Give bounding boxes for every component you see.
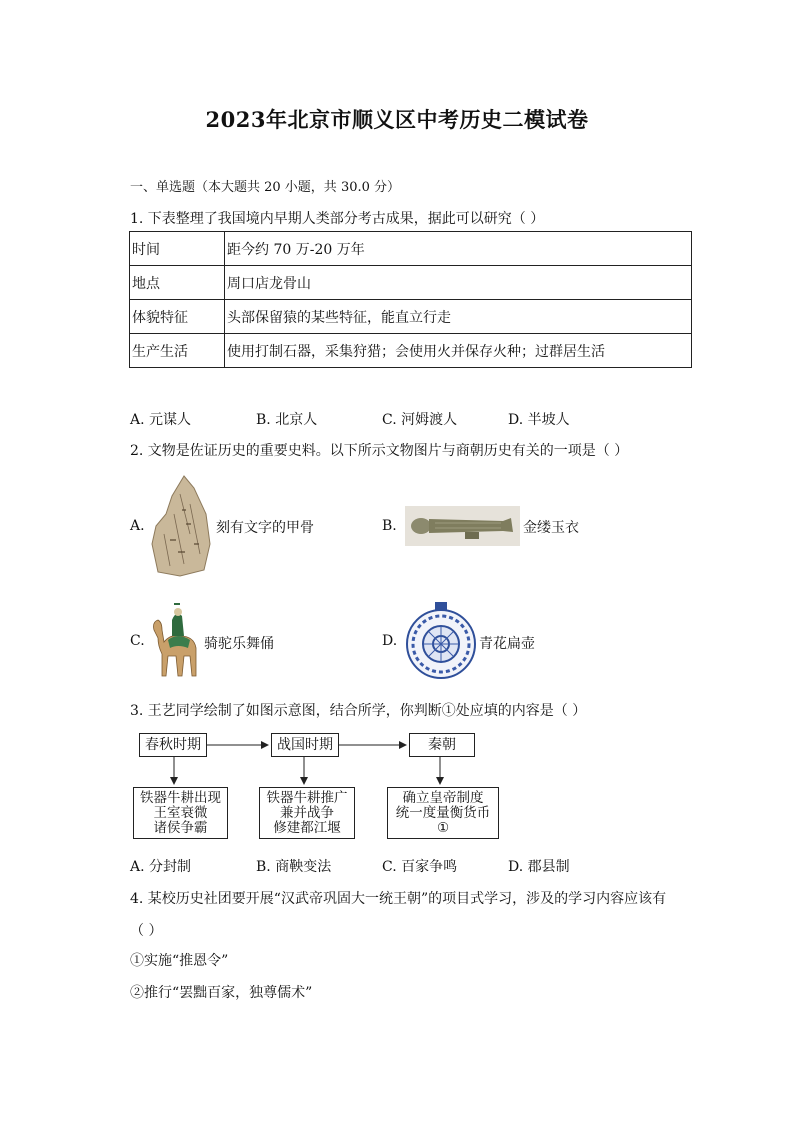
detail-box-warring-states: [259, 787, 355, 839]
period-box-spring-autumn: 春秋时期: [139, 733, 207, 757]
option-c[interactable]: C. 百家争鸣: [382, 859, 458, 875]
option-c-caption: 骑驼乐舞俑: [204, 636, 274, 652]
q4-stem: 4. 某校历史社团要开展“汉武帝巩固大一统王朝”的项目式学习，涉及的学习内容应该有: [130, 891, 667, 907]
option-d[interactable]: D. 半坡人: [508, 412, 570, 428]
table-cell: 使用打制石器，采集狩猎；会使用火并保存火种；过群居生活: [225, 334, 692, 368]
option-a-letter[interactable]: A.: [130, 518, 145, 534]
option-d-caption: 青花扁壶: [479, 636, 535, 652]
period-box-warring-states: 战国时期: [271, 733, 339, 757]
q4-answer-paren: （ ）: [130, 923, 163, 939]
detail-line: 修建都江堰: [273, 820, 341, 836]
table-cell: 时间: [130, 232, 225, 266]
detail-line: 铁器牛耕推广: [266, 790, 348, 806]
table-cell: 周口店龙骨山: [225, 266, 692, 300]
table-cell: 头部保留猿的某些特征，能直立行走: [225, 300, 692, 334]
option-c[interactable]: C. 河姆渡人: [382, 412, 458, 428]
option-a[interactable]: A. 元谋人: [130, 412, 192, 428]
option-a[interactable]: A. 分封制: [130, 859, 192, 875]
detail-line: 铁器牛耕出现: [140, 790, 221, 806]
option-b-caption: 金缕玉衣: [523, 520, 579, 536]
detail-line: 确立皇帝制度: [402, 790, 484, 806]
q4-item-1: ①实施“推恩令”: [130, 953, 229, 969]
q1-stem: 1. 下表整理了我国境内早期人类部分考古成果，据此可以研究（ ）: [130, 211, 545, 227]
q4-item-2: ②推行“罢黜百家，独尊儒术”: [130, 985, 313, 1001]
period-box-qin: 秦朝: [409, 733, 475, 757]
q2-stem: 2. 文物是佐证历史的重要史料。以下所示文物图片与商朝历史有关的一项是（ ）: [130, 443, 629, 459]
detail-line: 王室衰微: [153, 805, 208, 821]
table-cell: 生产生活: [130, 334, 225, 368]
detail-line: 诸侯争霸: [153, 820, 208, 836]
page-title: 2023年北京市顺义区中考历史二模试卷: [205, 107, 589, 132]
table-cell: 地点: [130, 266, 225, 300]
detail-box-spring-autumn: [133, 787, 228, 839]
section-heading: 一、单选题（本大题共 20 小题，共 30.0 分）: [130, 180, 401, 195]
option-b[interactable]: B. 商鞅变法: [256, 859, 332, 875]
detail-line: 统一度量衡货币: [395, 805, 491, 821]
table-cell: 距今约 70 万-20 万年: [225, 232, 692, 266]
option-b-letter[interactable]: B.: [382, 518, 397, 534]
option-d-letter[interactable]: D.: [382, 633, 398, 649]
detail-line: 兼并战争: [280, 805, 334, 821]
option-b[interactable]: B. 北京人: [256, 412, 318, 428]
detail-line-blank-marker: ①: [436, 820, 450, 836]
option-d[interactable]: D. 郡县制: [508, 859, 570, 875]
option-c-letter[interactable]: C.: [130, 633, 145, 649]
table-cell: 体貌特征: [130, 300, 225, 334]
detail-box-qin: [387, 787, 499, 839]
q3-stem: 3. 王艺同学绘制了如图示意图，结合所学，你判断①处应填的内容是（ ）: [130, 703, 587, 719]
option-a-caption: 刻有文字的甲骨: [216, 520, 314, 536]
